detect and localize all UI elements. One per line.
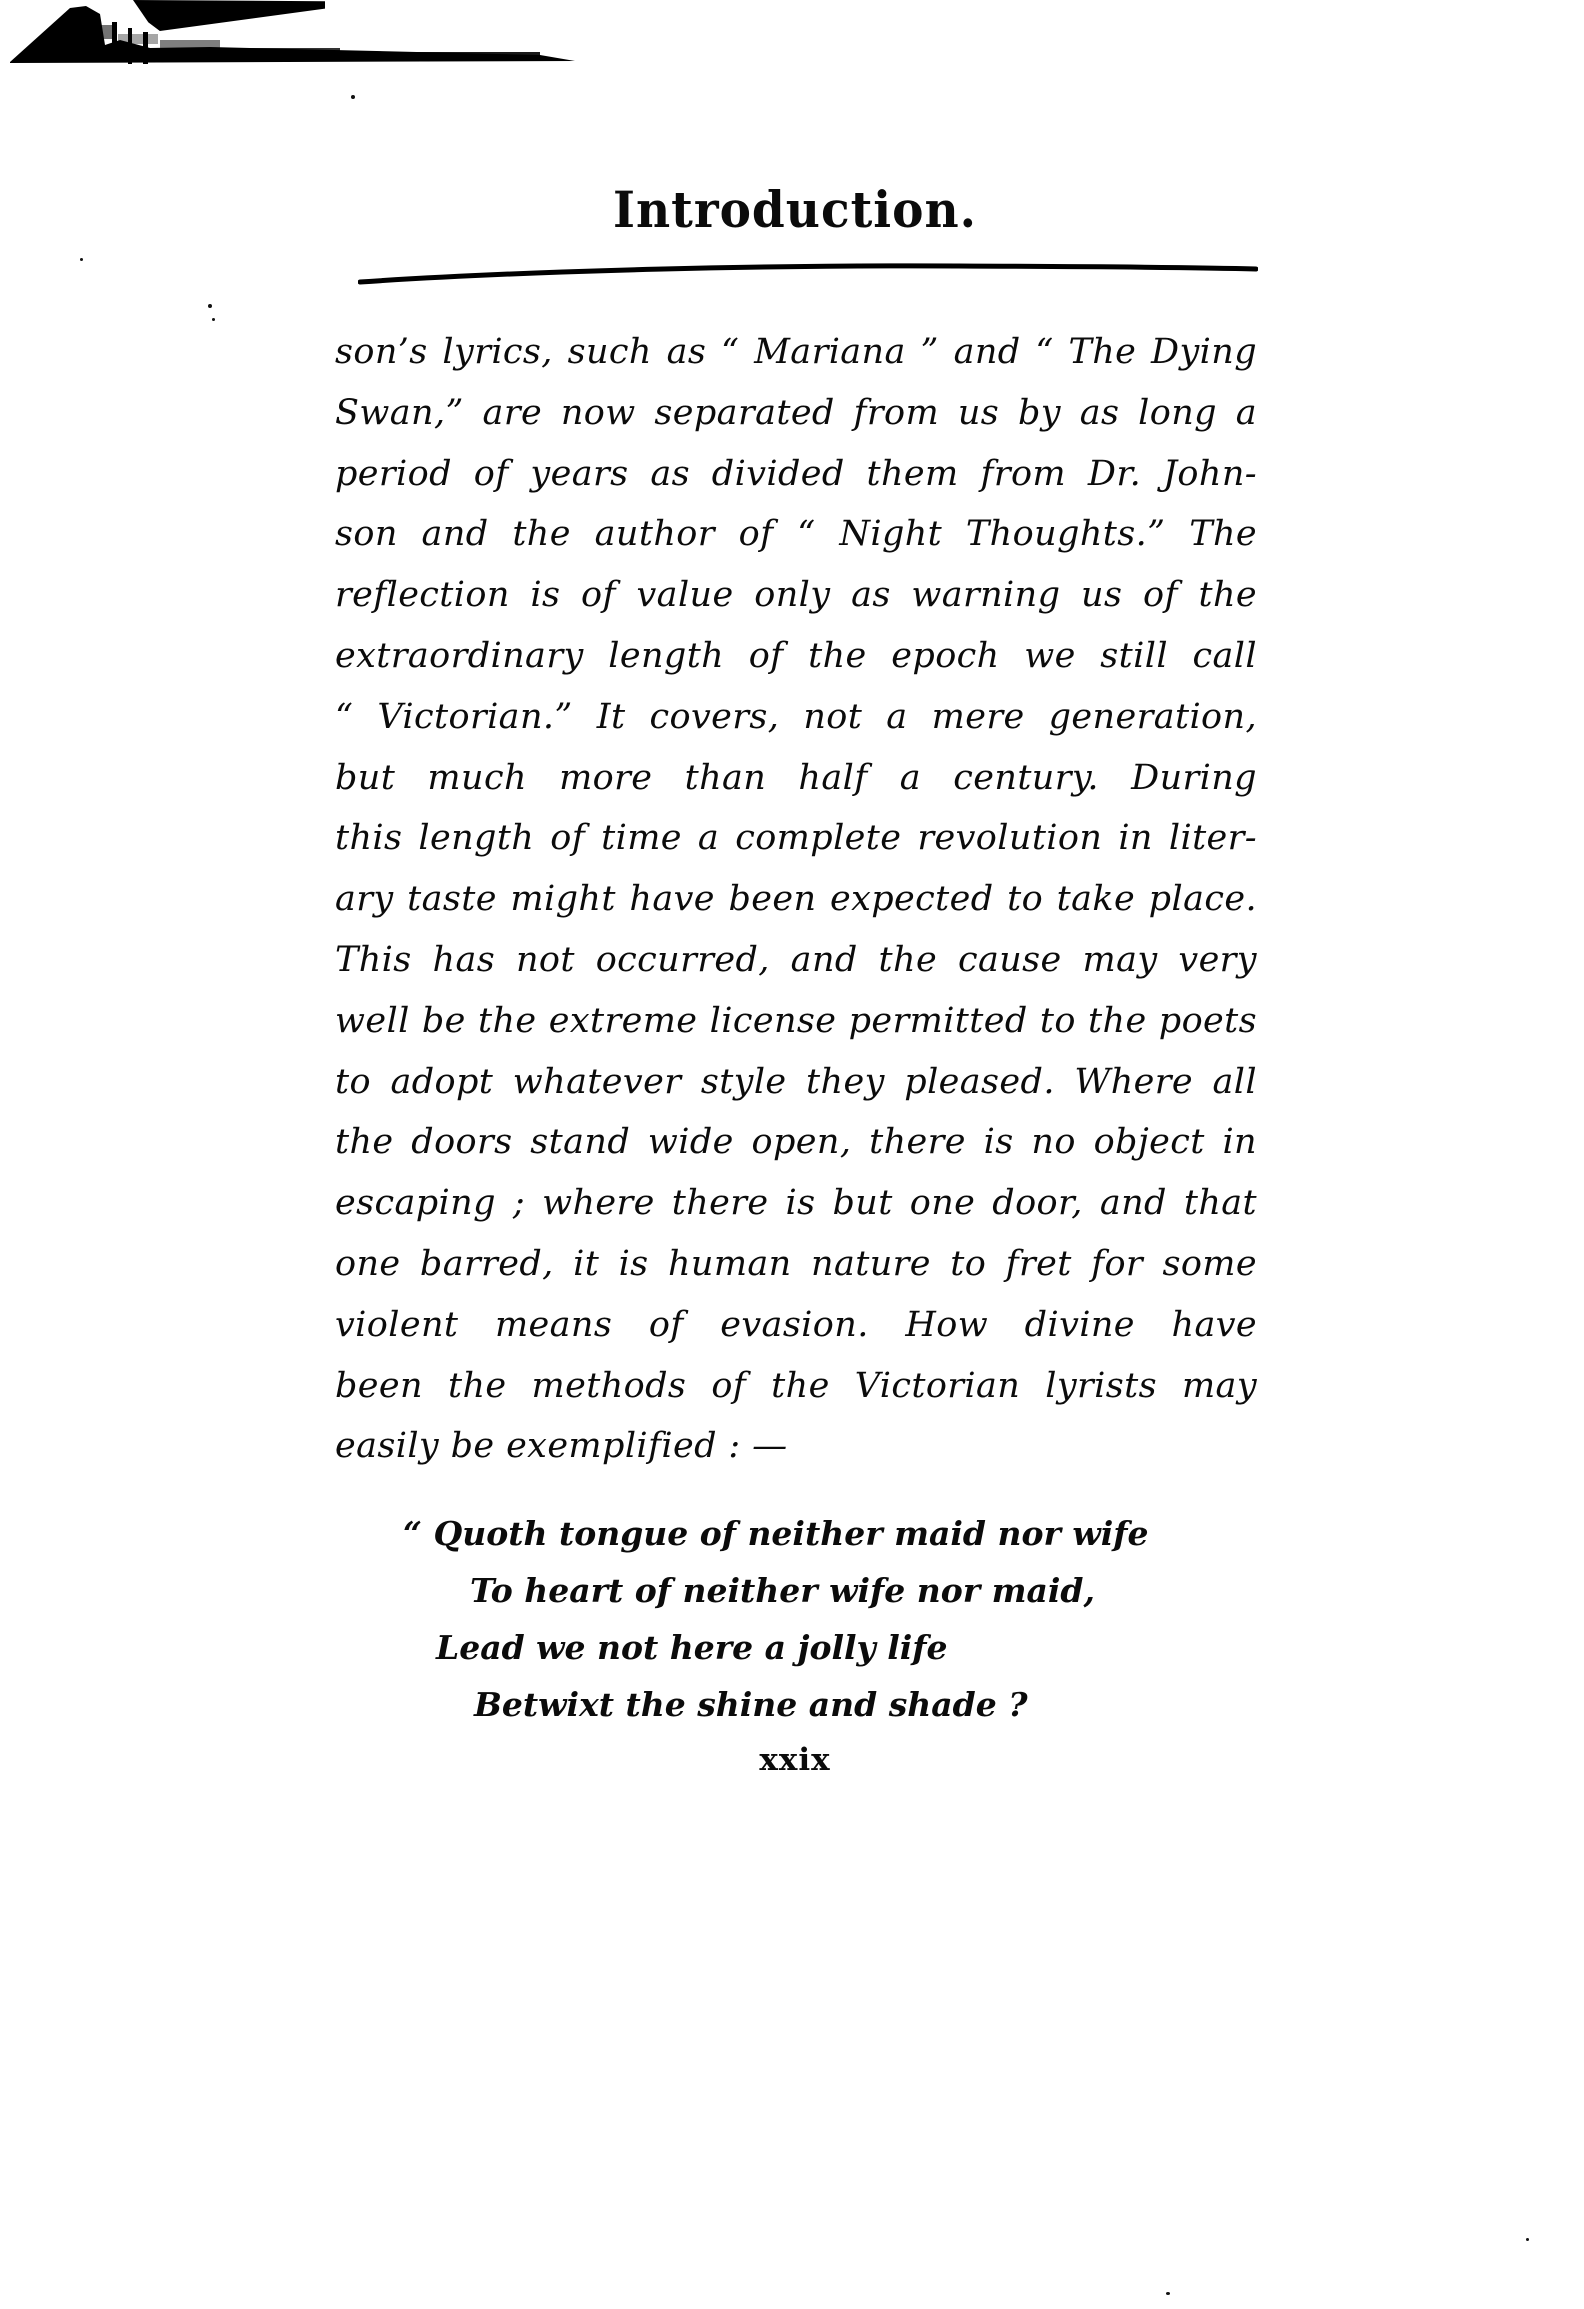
title-rule-divider [358, 262, 1258, 288]
poem-line: “ Quoth tongue of neither maid nor wife [403, 1514, 1149, 1553]
paragraph-line: period of years as divided them from Dr. John- [335, 453, 1257, 494]
paragraph-line: been the methods of the Victorian lyrists may [335, 1365, 1257, 1406]
scan-speck [1526, 2238, 1529, 2241]
paragraph-line: but much more than half a century. During [335, 757, 1257, 798]
poem-line: Betwixt the shine and shade ? [474, 1685, 1028, 1724]
body-paragraph [335, 322, 1257, 1477]
scan-speck [208, 304, 212, 308]
paragraph-line: violent means of evasion. How divine have [335, 1304, 1257, 1345]
scan-speck [212, 318, 215, 321]
paragraph-line: reflection is of value only as warning us of the [335, 575, 1257, 616]
scan-speck [80, 258, 83, 261]
page-title: Introduction. [612, 181, 978, 240]
page-number: xxix [759, 1742, 831, 1778]
poem-line: To heart of neither wife nor maid, [470, 1571, 1095, 1610]
paragraph-line: “ Victorian.” It covers, not a mere generation, [335, 696, 1257, 737]
paragraph-line: This has not occurred, and the cause may very [335, 939, 1257, 980]
paragraph-line: ary taste might have been expected to take place. [335, 879, 1257, 920]
paragraph-line: Swan,” are now separated from us by as long a [335, 392, 1257, 433]
paragraph-line: escaping ; where there is but one door, and that [335, 1183, 1257, 1224]
paragraph-line: well be the extreme license permitted to the poets [335, 1000, 1257, 1041]
paragraph-line: one barred, it is human nature to fret for some [335, 1243, 1257, 1284]
paragraph-line: to adopt whatever style they pleased. Where all [335, 1061, 1257, 1102]
poem-line: Lead we not here a jolly life [436, 1628, 948, 1667]
scan-speck [351, 95, 355, 99]
paragraph-line: extraordinary length of the epoch we still call [335, 635, 1257, 676]
paragraph-line: son and the author of “ Night Thoughts.” The [335, 514, 1257, 555]
paragraph-line: son’s lyrics, such as “ Mariana ” and “ The Dying [335, 332, 1257, 372]
paragraph-line: easily be exemplified : — [335, 1426, 788, 1467]
paragraph-line: the doors stand wide open, there is no object in [335, 1122, 1257, 1163]
scan-speck [1166, 2292, 1170, 2295]
paragraph-line: this length of time a complete revolution in liter- [335, 818, 1257, 859]
